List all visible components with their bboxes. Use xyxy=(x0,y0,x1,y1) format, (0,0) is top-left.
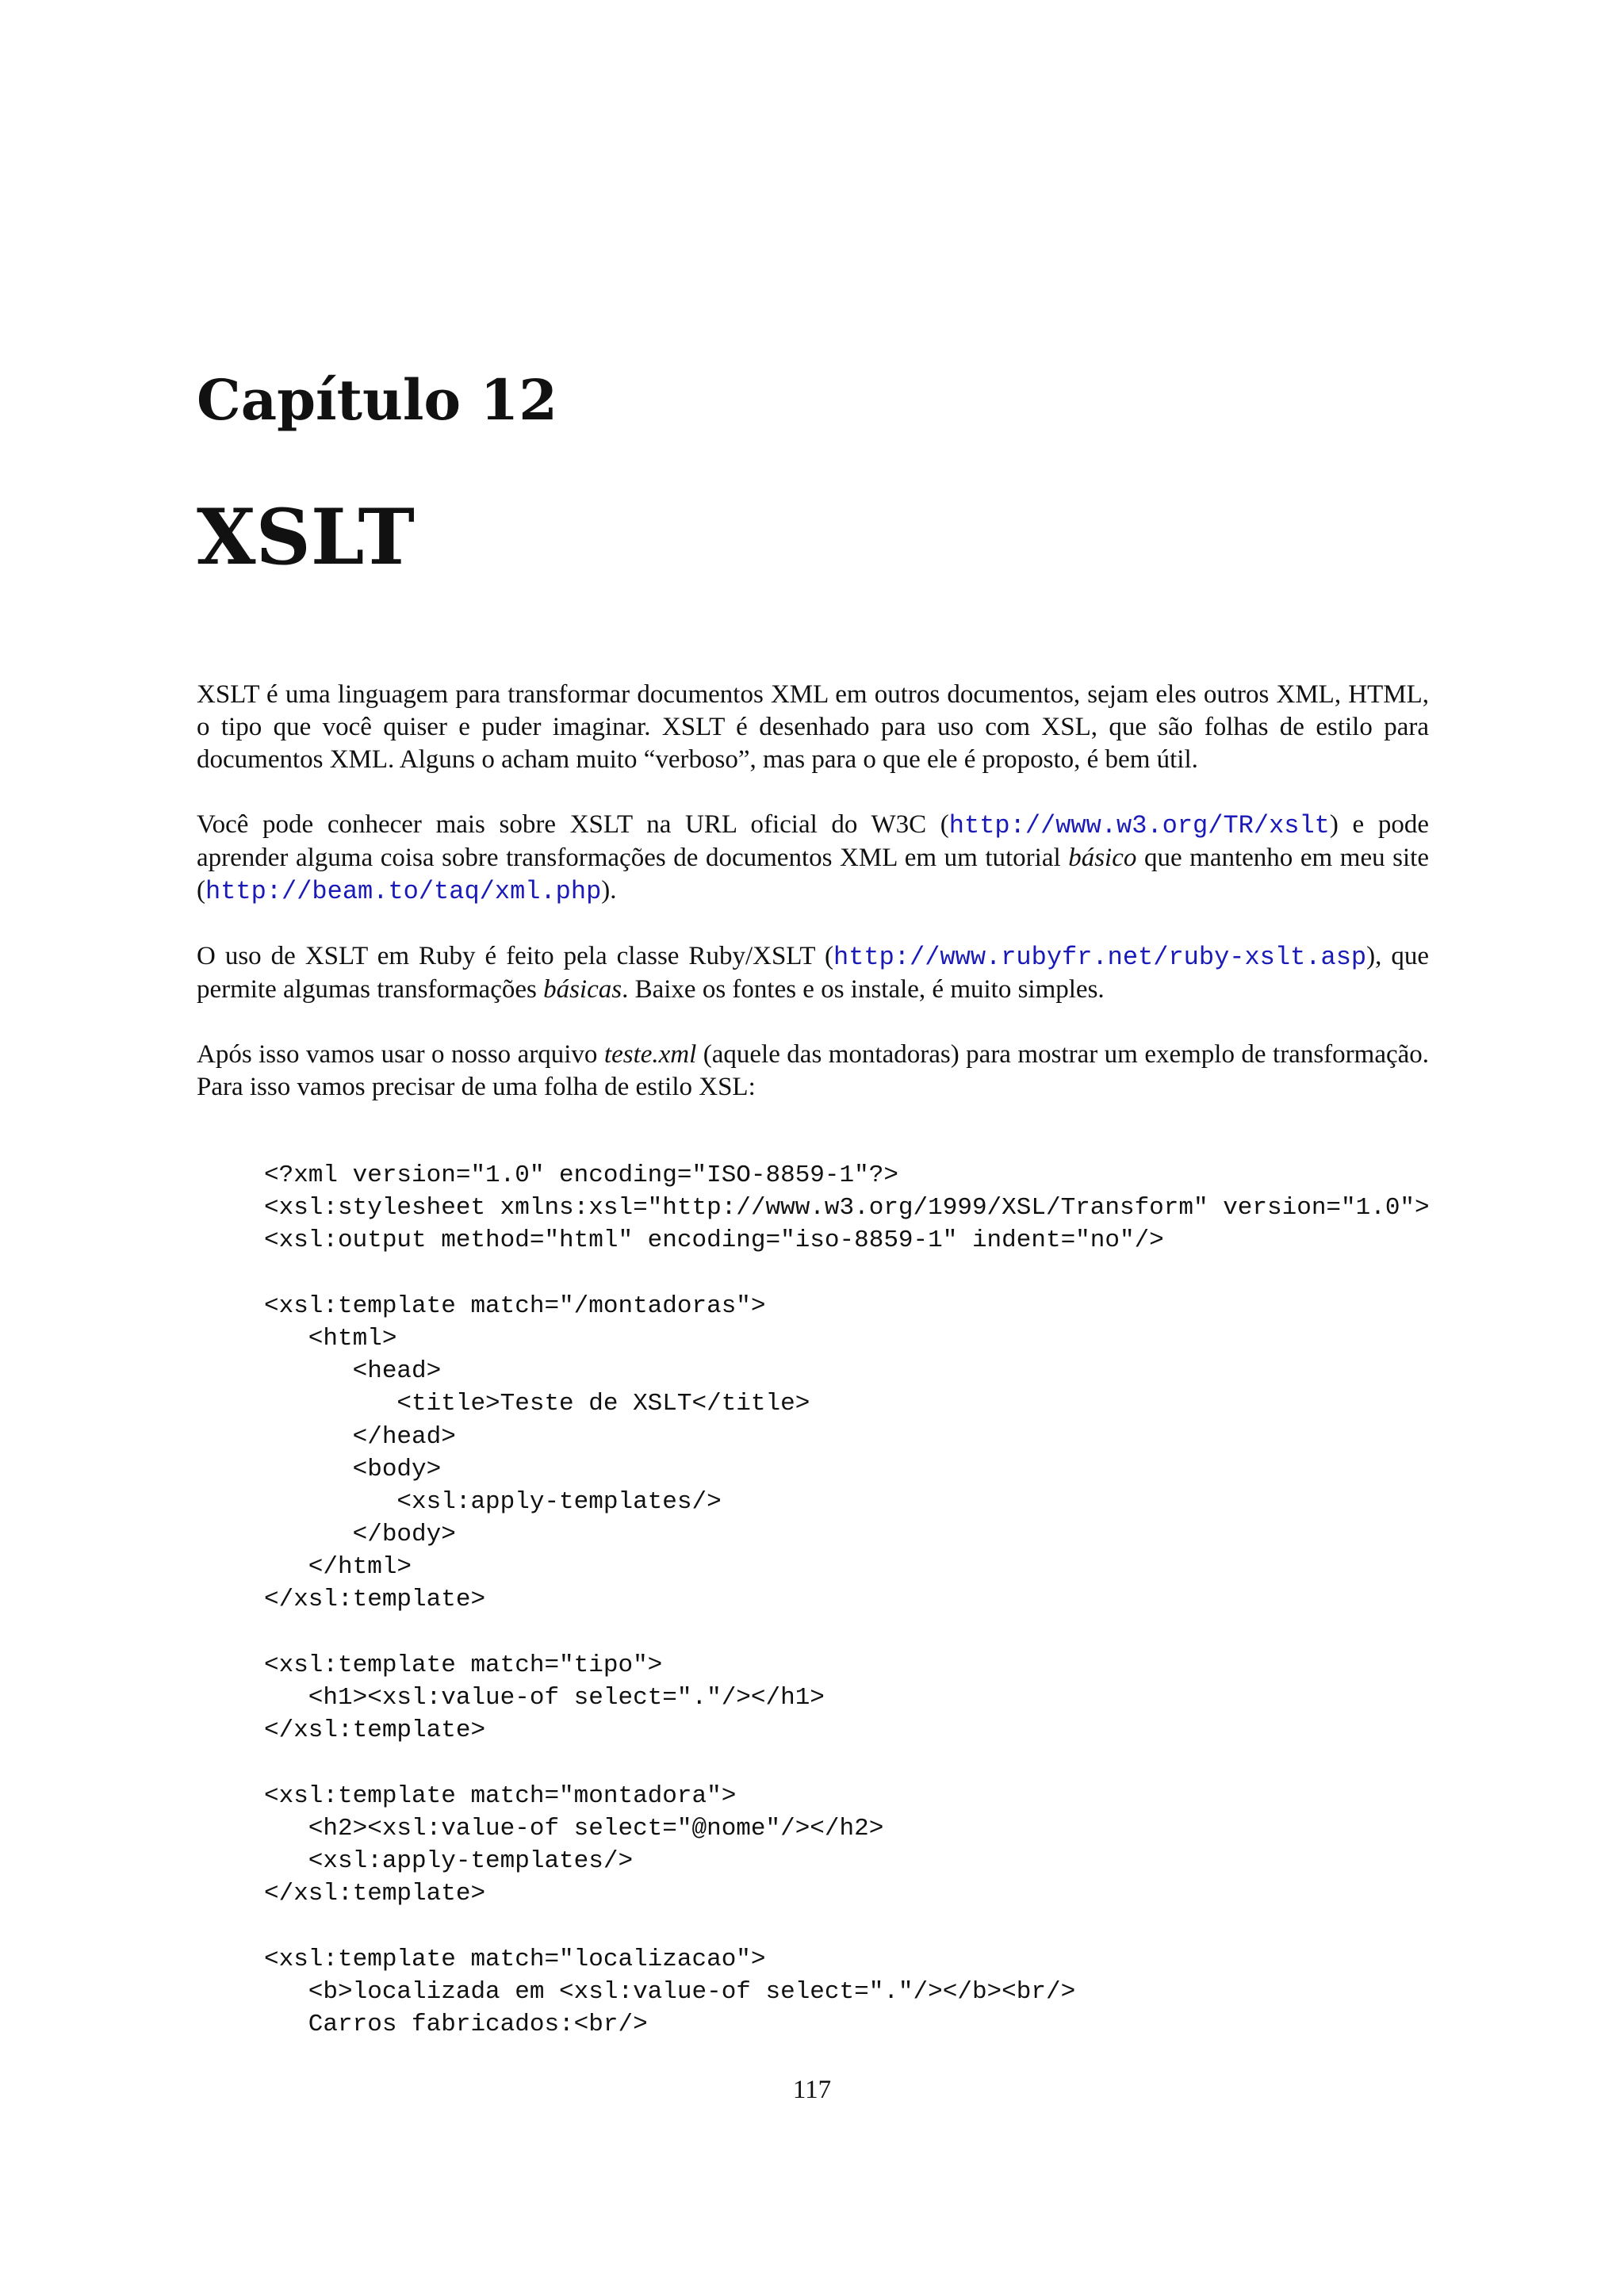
code-line: <title>Teste de XSLT</title> xyxy=(264,1390,810,1418)
code-line: </xsl:template> xyxy=(264,1880,486,1908)
chapter-title: XSLT xyxy=(197,492,415,582)
link-author-site[interactable]: http://beam.to/taq/xml.php xyxy=(205,877,602,906)
text-span: Você pode conhecer mais sobre XSLT na URL oficial do W3C ( xyxy=(197,810,949,839)
text-span: Após isso vamos usar o nosso arquivo xyxy=(197,1040,604,1069)
link-w3c-xslt[interactable]: http://www.w3.org/TR/xslt xyxy=(948,811,1330,840)
code-line: </xsl:template> xyxy=(264,1716,486,1745)
code-line: <html> xyxy=(264,1324,397,1353)
code-line: <xsl:template match="montadora"> xyxy=(264,1781,737,1810)
code-line: <xsl:apply-templates/> xyxy=(264,1487,722,1516)
code-line: </html> xyxy=(264,1553,412,1582)
code-line: <head> xyxy=(264,1357,442,1386)
text-span: ), que permite algumas transformações xyxy=(197,942,1429,1004)
text-span: ). xyxy=(601,876,617,905)
text-span: ) e pode aprender alguma coisa sobre transformações de documentos XML em um tutorial xyxy=(197,810,1429,872)
emphasis-text: básicas xyxy=(543,975,622,1004)
chapter-label: Capítulo 12 xyxy=(197,367,557,433)
body-text xyxy=(197,679,1429,1104)
emphasis-filename: teste.xml xyxy=(603,1040,697,1069)
code-line xyxy=(264,1257,1430,1290)
paragraph-ruby-xslt xyxy=(197,940,1429,1006)
code-line: </body> xyxy=(264,1521,456,1549)
code-line: <h2><xsl:value-of select="@nome"/></h2> xyxy=(264,1814,884,1843)
paragraph-w3c xyxy=(197,809,1429,908)
emphasis-text: básico xyxy=(1068,844,1137,872)
code-line: <h1><xsl:value-of select="."/></h1> xyxy=(264,1684,825,1712)
code-listing xyxy=(264,1159,1430,2041)
code-line: <xsl:template match="localizacao"> xyxy=(264,1945,766,1973)
code-line: <xsl:stylesheet xmlns:xsl="http://www.w3.org/1999/XSL/Transform" version="1.0"> xyxy=(264,1194,1430,1223)
code-line: <xsl:template match="tipo"> xyxy=(264,1651,663,1679)
code-line: <b>localizada em <xsl:value-of select="."/></b><br/> xyxy=(264,1977,1076,2006)
code-line xyxy=(264,1747,1430,1779)
text-span: (aquele das montadoras) para mostrar um exemplo de transformação. Para isso vamos precisar de uma folha de estilo XSL: xyxy=(197,1040,1430,1101)
code-line: </xsl:template> xyxy=(264,1586,486,1614)
code-line: <body> xyxy=(264,1455,442,1483)
code-line: Carros fabricados:<br/> xyxy=(264,2010,648,2038)
code-line: </head> xyxy=(264,1422,456,1451)
text-span: que mantenho em meu site ( xyxy=(197,844,1429,905)
text-span: . Baixe os fontes e os instale, é muito simples. xyxy=(622,975,1105,1004)
text-span: O uso de XSLT em Ruby é feito pela classe Ruby/XSLT ( xyxy=(197,942,833,970)
code-line: <xsl:template match="/montadoras"> xyxy=(264,1292,766,1320)
paragraph-intro: XSLT é uma linguagem para transformar documentos XML em outros documentos, sejam eles outros XML, HTML, o tipo que você quiser e puder imaginar. XSLT é desenhado para uso com XSL, que são folhas de estilo para documentos XML. Alguns o acham muito “verboso”, mas para o que ele é proposto, é bem útil. xyxy=(197,680,1429,774)
code-line xyxy=(264,1910,1430,1942)
code-line: <xsl:apply-templates/> xyxy=(264,1846,634,1875)
code-line: <?xml version="1.0" encoding="ISO-8859-1"?> xyxy=(264,1161,898,1189)
code-line xyxy=(264,1617,1430,1649)
paragraph-example xyxy=(197,1039,1429,1104)
code-line: <xsl:output method="html" encoding="iso-8859-1" indent="no"/> xyxy=(264,1226,1164,1255)
page-number: 117 xyxy=(792,2076,832,2104)
link-ruby-xslt[interactable]: http://www.rubyfr.net/ruby-xslt.asp xyxy=(833,943,1367,972)
